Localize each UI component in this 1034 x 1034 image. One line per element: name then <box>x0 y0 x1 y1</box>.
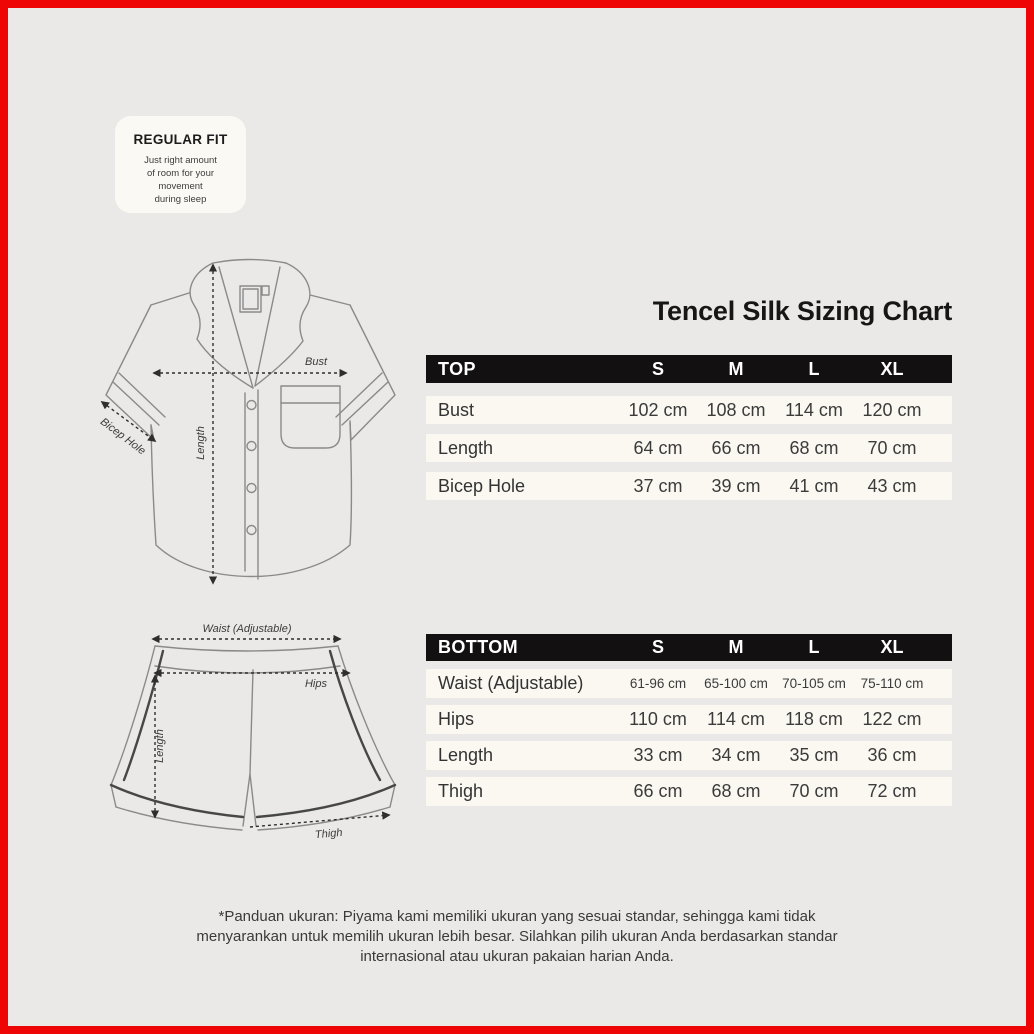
thigh-label: Thigh <box>314 826 343 842</box>
shirt-dimension-labels <box>98 356 328 460</box>
footnote-line: internasional atau ukuran pakaian harian Anda. <box>360 948 674 965</box>
table-name: BOTTOM <box>438 637 519 657</box>
fit-card-title: REGULAR FIT <box>133 132 228 147</box>
size-value: 68 cm <box>711 781 761 801</box>
pajama-top-diagram <box>88 253 413 593</box>
size-value: 39 cm <box>711 475 761 496</box>
shorts-dimension-arrows <box>153 639 389 827</box>
fit-card-text-line: movement <box>158 181 203 192</box>
table-row <box>426 396 952 424</box>
row-label: Bust <box>438 399 475 420</box>
table-row <box>426 705 952 734</box>
page-title: Tencel Silk Sizing Chart <box>652 296 952 326</box>
size-column-header: XL <box>880 358 904 379</box>
size-value: 110 cm <box>629 709 687 729</box>
row-label: Waist (Adjustable) <box>438 673 584 693</box>
table-row <box>426 434 952 462</box>
fit-card-text-line: during sleep <box>154 194 207 205</box>
table-row <box>426 472 952 500</box>
size-column-header: L <box>808 358 820 379</box>
size-column-header: S <box>651 358 664 379</box>
row-label: Bicep Hole <box>438 475 526 496</box>
size-value: 102 cm <box>628 399 688 420</box>
table-row <box>426 777 952 806</box>
shorts-length-label: Length <box>154 729 166 763</box>
hips-label: Hips <box>304 678 328 690</box>
size-value: 70 cm <box>789 781 839 801</box>
bicep-hole-label: Bicep Hole <box>97 415 148 458</box>
fit-card-text-line: of room for your <box>146 168 215 179</box>
size-value: 33 cm <box>633 745 683 765</box>
fit-card-text-line: Just right amount <box>144 155 217 166</box>
size-value: 122 cm <box>862 709 922 729</box>
size-value: 37 cm <box>633 475 683 496</box>
row-label: Length <box>438 437 494 458</box>
size-value: 66 cm <box>633 781 683 801</box>
pajama-shorts-diagram <box>103 606 403 871</box>
shirt-dimension-arrows <box>102 265 346 583</box>
size-value: 70-105 cm <box>782 676 846 691</box>
size-column-header: XL <box>880 637 904 657</box>
top-table-header <box>426 355 952 383</box>
size-value: 43 cm <box>867 475 917 496</box>
size-value: 41 cm <box>789 475 839 496</box>
size-value: 114 cm <box>707 709 765 729</box>
size-value: 114 cm <box>785 399 843 420</box>
size-value: 34 cm <box>711 745 761 765</box>
size-value: 75-110 cm <box>860 676 924 691</box>
top-size-table <box>426 355 952 500</box>
table-row <box>426 669 952 698</box>
size-value: 36 cm <box>867 745 917 765</box>
size-value: 118 cm <box>785 709 843 729</box>
size-value: 120 cm <box>862 399 922 420</box>
bust-label: Bust <box>304 356 328 368</box>
size-guide-footnote <box>8 907 1026 967</box>
bottom-table-header <box>426 634 952 661</box>
row-label: Thigh <box>438 781 484 801</box>
shirt-outline <box>106 260 395 580</box>
size-column-header: S <box>651 637 664 657</box>
footnote-line: menyarankan untuk memilih ukuran lebih besar. Silahkan pilih ukuran Anda berdasarkan standar <box>196 928 838 945</box>
size-column-header: L <box>808 637 820 657</box>
size-column-header: M <box>728 637 744 657</box>
waist-label: Waist (Adjustable) <box>202 623 292 635</box>
row-label: Hips <box>438 709 475 729</box>
bottom-size-table <box>426 634 952 806</box>
size-value: 61-96 cm <box>629 676 687 691</box>
size-value: 72 cm <box>867 781 917 801</box>
size-value: 64 cm <box>633 437 683 458</box>
size-column-header: M <box>728 358 744 379</box>
regular-fit-card <box>115 116 246 213</box>
row-label: Length <box>438 745 494 765</box>
table-name: TOP <box>438 358 476 379</box>
size-value: 68 cm <box>789 437 839 458</box>
footnote-line: *Panduan ukuran: Piyama kami memiliki ukuran yang sesuai standar, sehingga kami tidak <box>218 908 816 925</box>
size-value: 35 cm <box>789 745 839 765</box>
size-value: 70 cm <box>867 437 917 458</box>
size-value: 65-100 cm <box>704 676 768 691</box>
table-row <box>426 741 952 770</box>
shirt-length-label: Length <box>195 426 207 460</box>
size-value: 108 cm <box>706 399 766 420</box>
size-value: 66 cm <box>711 437 761 458</box>
